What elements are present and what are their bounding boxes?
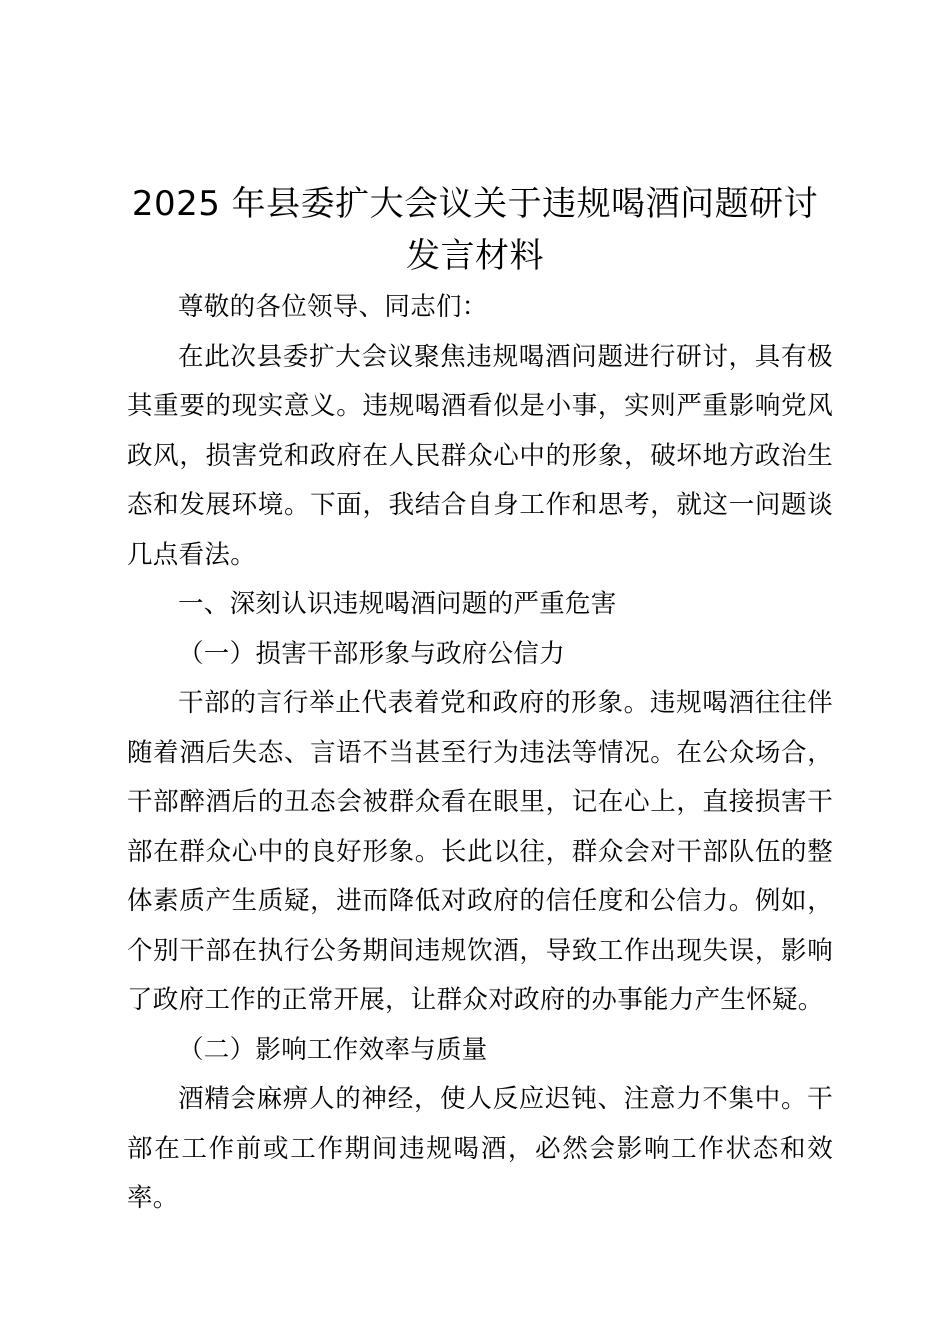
body-paragraph-2: 酒精会麻痹人的神经，使人反应迟钝、注意力不集中。干部在工作前或工作期间违规喝酒，必然会影响工作状态和效率。	[127, 1084, 833, 1213]
title-line-2: 发言材料	[406, 236, 544, 276]
title-line-1: 2025 年县委扩大会议关于违规喝酒问题研讨	[131, 184, 819, 224]
intro-paragraph: 在此次县委扩大会议聚焦违规喝酒问题进行研讨，具有极其重要的现实意义。违规喝酒看似是小事，实则严重影响党风政风，损害党和政府在人民群众心中的形象，破坏地方政治生态和发展环境。下面，我结合自身工作和思考，就这一问题谈几点看法。	[127, 341, 833, 570]
section-heading-1: 一、深刻认识违规喝酒问题的严重危害	[178, 589, 617, 619]
document-title	[120, 178, 830, 282]
subsection-heading-1: （一）损害干部形象与政府公信力	[178, 638, 566, 669]
document-body	[127, 283, 833, 1224]
salutation: 尊敬的各位领导、同志们：	[178, 292, 488, 322]
body-paragraph-1: 干部的言行举止代表着党和政府的形象。违规喝酒往往伴随着酒后失态、言语不当甚至行为违法等情况。在公众场合，干部醉酒后的丑态会被群众看在眼里，记在心上，直接损害干部在群众心中的良好形象。长此以往，群众会对干部队伍的整体素质产生质疑，进而降低对政府的信任度和公信力。例如，个别干部在执行公务期间违规饮酒，导致工作出现失误，影响了政府工作的正常开展，让群众对政府的办事能力产生怀疑。	[127, 688, 833, 1015]
subsection-heading-2: （二）影响工作效率与质量	[178, 1034, 488, 1065]
